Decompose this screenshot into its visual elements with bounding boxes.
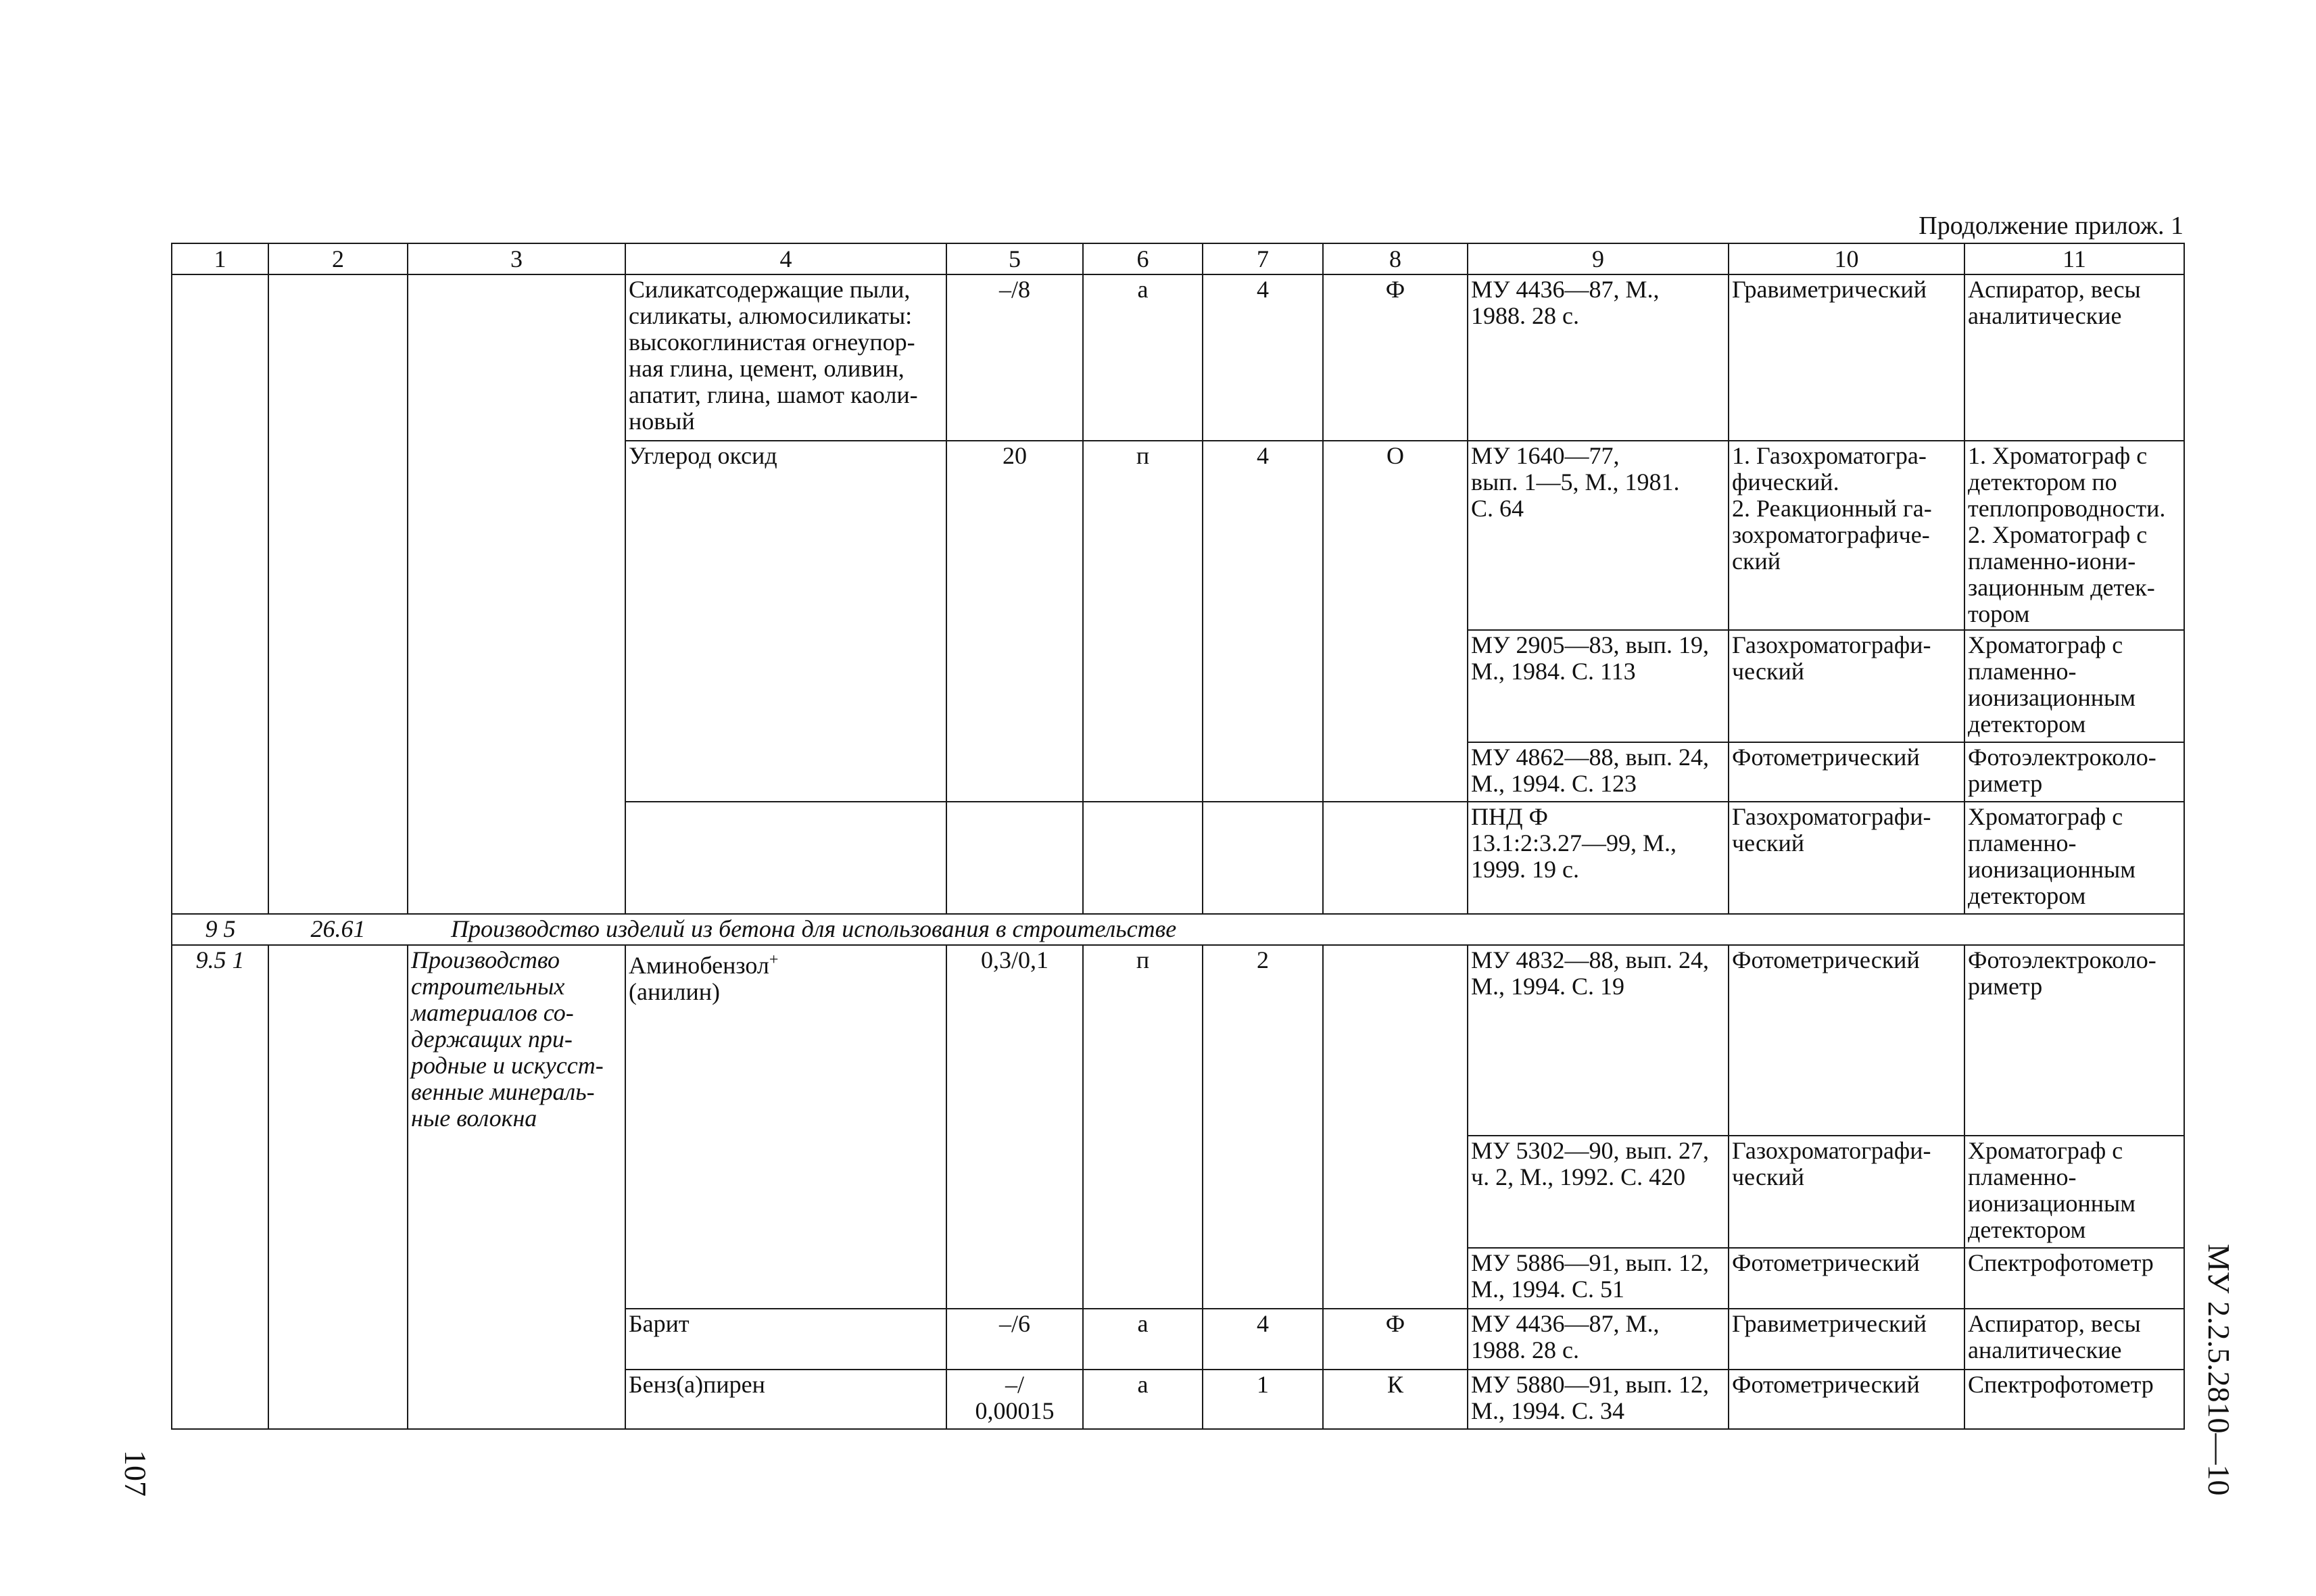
section-row [172,914,2184,945]
method-cell: Фотометрический [1729,1248,1964,1309]
method-doc-cell: МУ 4436—87, М., 1988. 28 с. [1468,274,1729,441]
instrument-cell: Спектрофотометр [1964,1248,2184,1309]
hazard-class-cell: 4 [1203,441,1323,802]
instrument-cell: Фотоэлектроколо- риметр [1964,945,2184,1136]
hazard-class-cell: 1 [1203,1370,1323,1429]
method-doc-cell: МУ 5880—91, вып. 12, М., 1994. С. 34 [1468,1370,1729,1429]
method-doc-cell: МУ 5886—91, вып. 12, М., 1994. С. 51 [1468,1248,1729,1309]
header-cell: 7 [1203,243,1323,274]
document-code: МУ 2.2.5.2810—10 [2202,1244,2236,1496]
method-doc-cell: ПНД Ф 13.1:2:3.27—99, М., 1999. 19 с. [1468,802,1729,914]
effect-cell: Ф [1323,1309,1468,1370]
substance-cell: Барит [625,1309,946,1370]
substance-cell: Силикатсодержащие пыли, силикаты, алюмосиликаты: высокоглинистая огнеупор- ная глина, цемент, оливин, апатит, глина, шамот каоли- новый [625,274,946,441]
okved-cell [268,945,408,1429]
instrument-cell: Спектрофотометр [1964,1370,2184,1429]
hygiene-standards-table [171,243,2185,1430]
method-doc-cell: МУ 4436—87, М., 1988. 28 с. [1468,1309,1729,1370]
code-cell: 9.5 1 [172,945,268,1429]
okved-cell: 26.61 [268,914,408,945]
section-title: Производство изделий из бетона для использования в строительстве [408,914,2184,945]
state-cell: а [1083,274,1203,441]
method-cell: Гравиметрический [1729,1309,1964,1370]
header-cell: 10 [1729,243,1964,274]
hazard-class-cell: 2 [1203,945,1323,1309]
method-cell: 1. Газохроматогра- фический. 2. Реакционный га- зохроматографиче- ский [1729,441,1964,630]
substance-name: Аминобензол [629,952,769,979]
substance-mark: + [769,951,779,969]
header-cell: 3 [408,243,625,274]
method-doc-cell: МУ 4832—88, вып. 24, М., 1994. С. 19 [1468,945,1729,1136]
method-cell: Газохроматографи- ческий [1729,1136,1964,1248]
instrument-cell: Хроматограф с пламенно- ионизационным детектором [1964,1136,2184,1248]
substance-cell: Бенз(а)пирен [625,1370,946,1429]
okved-cell [268,274,408,914]
state-cell [1083,802,1203,914]
method-doc-cell: МУ 1640—77, вып. 1—5, М., 1981. С. 64 [1468,441,1729,630]
mac-cell: –/6 [946,1309,1083,1370]
method-cell: Фотометрический [1729,742,1964,802]
header-cell: 8 [1323,243,1468,274]
hazard-class-cell: 4 [1203,274,1323,441]
mac-cell: –/ 0,00015 [946,1370,1083,1429]
method-cell: Фотометрический [1729,945,1964,1136]
effect-cell [1323,802,1468,914]
state-cell: п [1083,441,1203,802]
code-cell [172,274,268,914]
header-cell: 5 [946,243,1083,274]
substance-cell [625,802,946,914]
table-row [172,945,2184,1136]
effect-cell [1323,945,1468,1309]
state-cell: а [1083,1370,1203,1429]
method-cell: Газохроматографи- ческий [1729,802,1964,914]
method-doc-cell: МУ 5302—90, вып. 27, ч. 2, М., 1992. С. 420 [1468,1136,1729,1248]
instrument-cell: Хроматограф с пламенно- ионизационным детектором [1964,802,2184,914]
instrument-cell: Хроматограф с пламенно- ионизационным детектором [1964,630,2184,742]
code-cell: 9 5 [172,914,268,945]
mac-cell: –/8 [946,274,1083,441]
mac-cell: 0,3/0,1 [946,945,1083,1309]
header-cell: 6 [1083,243,1203,274]
header-cell: 11 [1964,243,2184,274]
method-cell: Гравиметрический [1729,274,1964,441]
instrument-cell: Фотоэлектроколо- риметр [1964,742,2184,802]
effect-cell: К [1323,1370,1468,1429]
instrument-cell: 1. Хроматограф с детектором по теплопроводности. 2. Хроматограф с пламенно-иони- зационным детек- тором [1964,441,2184,630]
header-cell: 4 [625,243,946,274]
header-cell: 2 [268,243,408,274]
method-doc-cell: МУ 2905—83, вып. 19, М., 1984. С. 113 [1468,630,1729,742]
mac-cell: 20 [946,441,1083,802]
process-cell: Производство строительных материалов со- держащих при- родные и искусст- венные минераль- ные волокна [408,945,625,1429]
method-doc-cell: МУ 4862—88, вып. 24, М., 1994. С. 123 [1468,742,1729,802]
effect-cell: Ф [1323,274,1468,441]
method-cell: Газохроматографи- ческий [1729,630,1964,742]
process-cell [408,274,625,914]
continuation-caption: Продолжение прилож. 1 [1919,212,2184,240]
header-cell: 1 [172,243,268,274]
method-cell: Фотометрический [1729,1370,1964,1429]
substance-alt-name: (анилин) [629,978,720,1005]
hazard-class-cell: 4 [1203,1309,1323,1370]
instrument-cell: Аспиратор, весы аналитические [1964,1309,2184,1370]
instrument-cell: Аспиратор, весы аналитические [1964,274,2184,441]
state-cell: п [1083,945,1203,1309]
table-row [172,274,2184,441]
substance-cell [625,945,946,1309]
header-row [172,243,2184,274]
page-number: 107 [118,1450,153,1497]
header-cell: 9 [1468,243,1729,274]
substance-cell: Углерод оксид [625,441,946,802]
mac-cell [946,802,1083,914]
effect-cell: О [1323,441,1468,802]
state-cell: а [1083,1309,1203,1370]
hazard-class-cell [1203,802,1323,914]
